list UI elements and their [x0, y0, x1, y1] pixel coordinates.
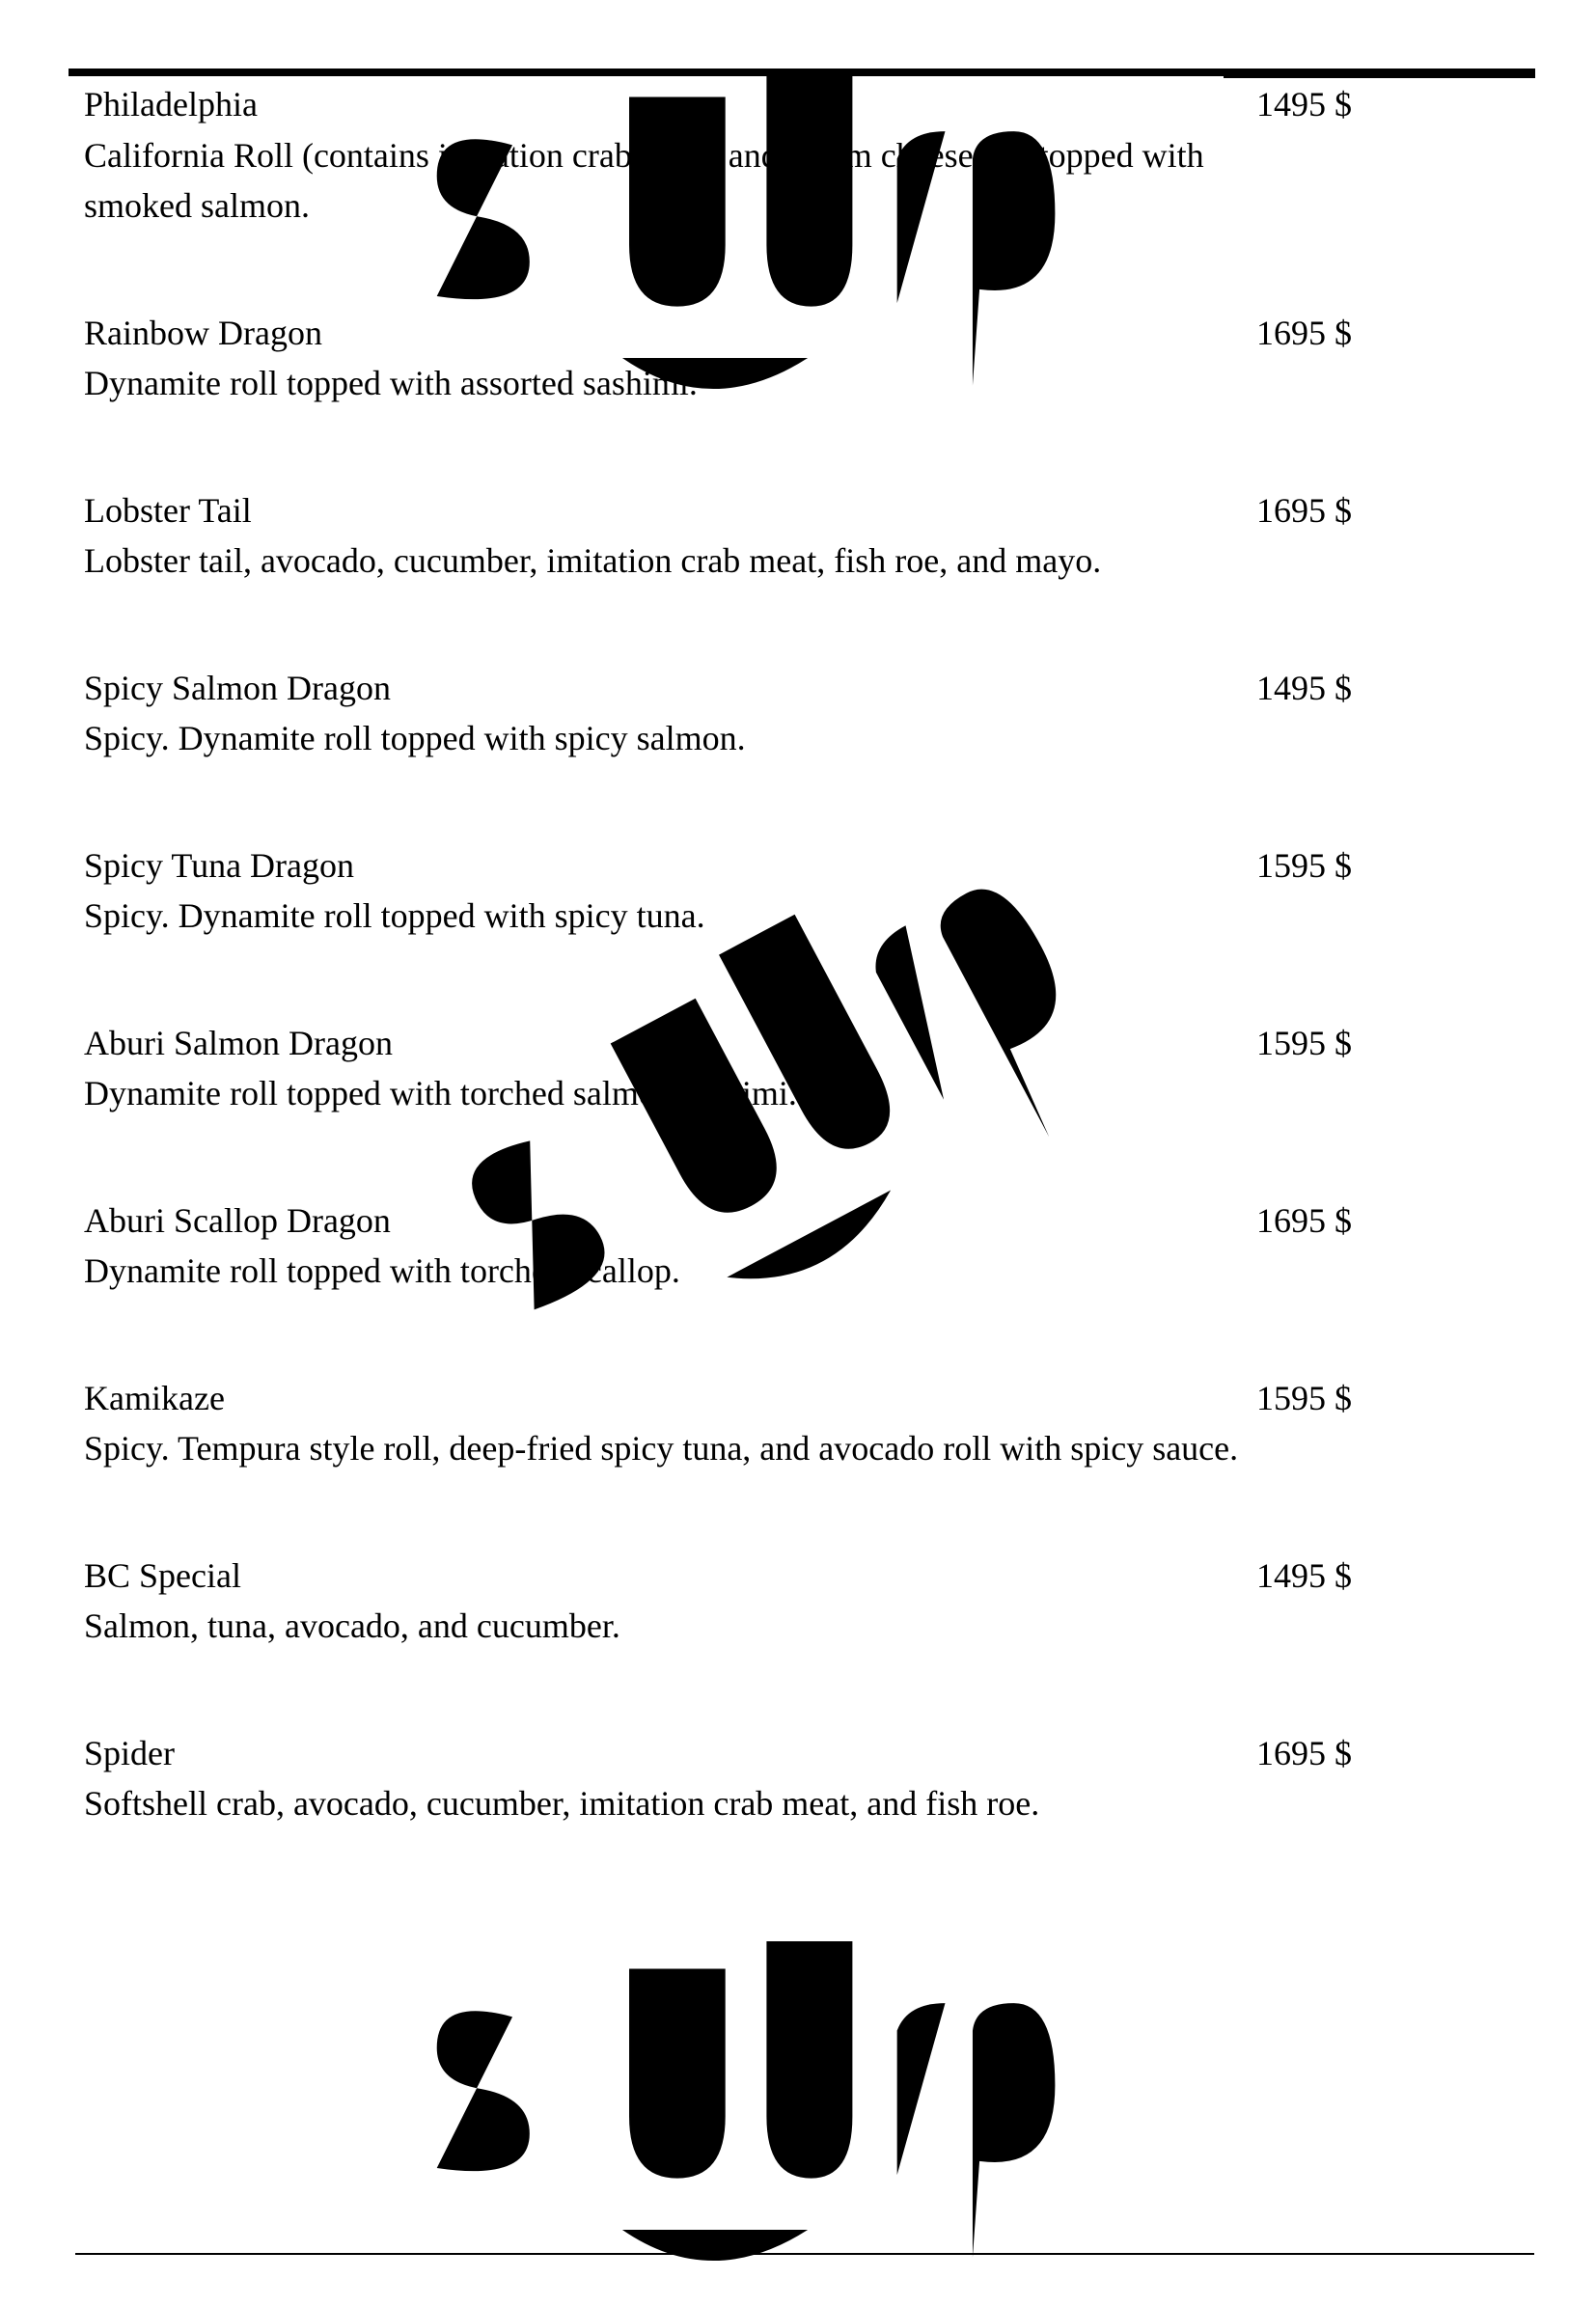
menu-item-name: Philadelphia — [84, 85, 258, 124]
menu-item-description: Dynamite roll topped with assorted sashimi. — [84, 364, 698, 402]
menu-item-text — [84, 308, 1256, 409]
menu-item-name: Spicy Salmon Dragon — [84, 668, 391, 707]
menu-item — [84, 1018, 1512, 1119]
menu-item — [84, 1373, 1512, 1474]
menu-item-name: Spider — [84, 1733, 175, 1772]
menu-item — [84, 1728, 1512, 1829]
menu-item — [84, 308, 1512, 409]
menu-item-description: Spicy. Dynamite roll topped with spicy tuna. — [84, 896, 705, 935]
menu-item-price: 1595 $ — [1256, 845, 1352, 885]
menu-item-text — [84, 485, 1256, 587]
menu-item — [84, 485, 1512, 587]
menu-item — [84, 663, 1512, 764]
menu-item-text — [84, 1728, 1256, 1829]
menu-item-description: Softshell crab, avocado, cucumber, imitation crab meat, and fish roe. — [84, 1784, 1040, 1823]
menu-item-price: 1595 $ — [1256, 1023, 1352, 1062]
menu-item-text — [84, 663, 1256, 764]
menu-item-price: 1495 $ — [1256, 668, 1352, 707]
menu-item-name: Rainbow Dragon — [84, 313, 322, 352]
menu-item-price: 1595 $ — [1256, 1378, 1352, 1417]
menu-item-description: Dynamite roll topped with torched salmon sashimi. — [84, 1074, 797, 1112]
menu-item-name: Kamikaze — [84, 1378, 225, 1417]
watermark-logo — [396, 1920, 1206, 2306]
top-rule-right — [1224, 69, 1535, 78]
menu-item — [84, 840, 1512, 942]
menu-item-name: Lobster Tail — [84, 490, 252, 530]
menu-item — [84, 1551, 1512, 1652]
menu-item — [84, 79, 1512, 232]
menu-item-price: 1695 $ — [1256, 313, 1352, 352]
menu-item-name: Aburi Scallop Dragon — [84, 1200, 391, 1240]
menu-item-text — [84, 1373, 1256, 1474]
menu-item-description: Dynamite roll topped with torched scallop. — [84, 1251, 680, 1290]
menu-item-price: 1695 $ — [1256, 1200, 1352, 1240]
menu-item-price: 1495 $ — [1256, 1555, 1352, 1595]
menu-item-description: Salmon, tuna, avocado, and cucumber. — [84, 1606, 620, 1645]
menu-item-price: 1695 $ — [1256, 490, 1352, 530]
menu-item-text — [84, 840, 1256, 942]
menu-item-text — [84, 1551, 1256, 1652]
menu-item-name: BC Special — [84, 1555, 241, 1595]
menu-item-name: Spicy Tuna Dragon — [84, 845, 355, 885]
menu-item — [84, 1195, 1512, 1297]
menu-item-price: 1695 $ — [1256, 1733, 1352, 1772]
menu-item-description: Spicy. Dynamite roll topped with spicy salmon. — [84, 719, 746, 757]
menu-item-description: Lobster tail, avocado, cucumber, imitation crab meat, fish roe, and mayo. — [84, 541, 1102, 580]
menu-item-text — [84, 79, 1256, 232]
menu-item-description: California Roll (contains imitation crab meat) and cream cheese roll topped with smoked salmon. — [84, 135, 1204, 225]
menu-item-text — [84, 1195, 1256, 1297]
bottom-rule — [75, 2253, 1534, 2255]
menu-list — [84, 79, 1512, 1906]
menu-item-price: 1495 $ — [1256, 85, 1352, 124]
menu-item-name: Aburi Salmon Dragon — [84, 1023, 393, 1062]
menu-item-description: Spicy. Tempura style roll, deep-fried spicy tuna, and avocado roll with spicy sauce. — [84, 1429, 1239, 1468]
menu-item-text — [84, 1018, 1256, 1119]
